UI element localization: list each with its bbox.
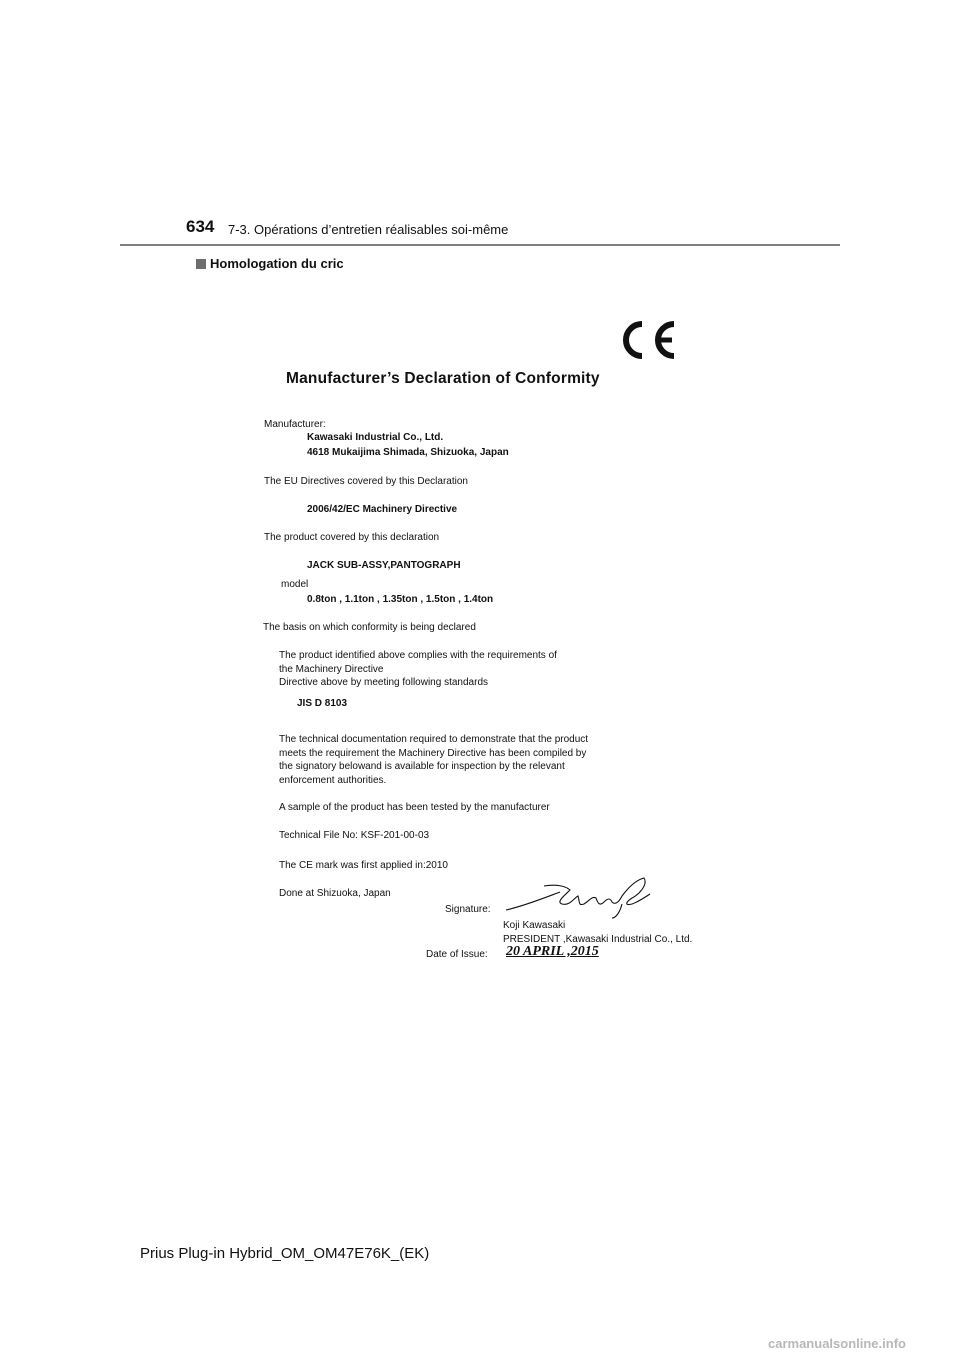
- technical-file: Technical File No: KSF-201-00-03: [279, 830, 430, 841]
- subheading-text: Homologation du cric: [210, 256, 344, 271]
- sample-statement: A sample of the product has been tested by the manufacturer: [279, 802, 550, 813]
- manufacturer-label: Manufacturer:: [264, 419, 326, 430]
- tech-doc-line: enforcement authorities.: [279, 774, 387, 786]
- handwritten-signature: [504, 876, 654, 920]
- signature-label: Signature:: [445, 904, 491, 915]
- date-label: Date of Issue:: [426, 949, 488, 960]
- tech-doc-text: [279, 733, 588, 787]
- basis-text: [279, 649, 557, 690]
- square-bullet-icon: [196, 259, 206, 269]
- standard: JIS D 8103: [297, 698, 348, 709]
- product-label: The product covered by this declaration: [264, 532, 440, 543]
- subheading: [196, 256, 344, 271]
- basis-label: The basis on which conformity is being declared: [263, 622, 476, 633]
- basis-line: the Machinery Directive: [279, 663, 384, 675]
- manufacturer-name: Kawasaki Industrial Co., Ltd.: [307, 432, 444, 443]
- signatory-title: PRESIDENT ,Kawasaki Industrial Co., Ltd.: [503, 934, 693, 945]
- basis-line: The product identified above complies with the requirements of: [279, 650, 557, 661]
- ce-mark-icon: [618, 318, 682, 362]
- tech-doc-line: meets the requirement the Machinery Directive has been compiled by: [279, 747, 587, 759]
- date-value: 20 APRIL ,2015: [506, 944, 599, 959]
- model-label: model: [281, 579, 309, 590]
- declaration-title: Manufacturer’s Declaration of Conformity: [286, 370, 600, 387]
- document-id: Prius Plug-in Hybrid_OM_OM47E76K_(EK): [140, 1245, 430, 1262]
- ce-first-applied: The CE mark was first applied in:2010: [279, 860, 448, 871]
- product-name: JACK SUB-ASSY,PANTOGRAPH: [307, 560, 461, 571]
- header-divider: [120, 244, 840, 246]
- page-number: 634: [186, 217, 215, 236]
- signatory-name: Koji Kawasaki: [503, 920, 566, 931]
- basis-line: Directive above by meeting following standards: [279, 677, 488, 688]
- directives-label: The EU Directives covered by this Declaration: [264, 476, 468, 487]
- watermark: carmanualsonline.info: [768, 1336, 906, 1351]
- section-title: 7-3. Opérations d’entretien réalisables soi-même: [228, 222, 509, 237]
- done-at: Done at Shizuoka, Japan: [279, 888, 391, 899]
- directive: 2006/42/EC Machinery Directive: [307, 504, 458, 515]
- tech-doc-line: the signatory belowand is available for inspection by the relevant: [279, 761, 565, 772]
- tech-doc-line: The technical documentation required to demonstrate that the product: [279, 734, 589, 745]
- manufacturer-address: 4618 Mukaijima Shimada, Shizuoka, Japan: [307, 447, 509, 458]
- models-list: 0.8ton , 1.1ton , 1.35ton , 1.5ton , 1.4ton: [307, 594, 494, 605]
